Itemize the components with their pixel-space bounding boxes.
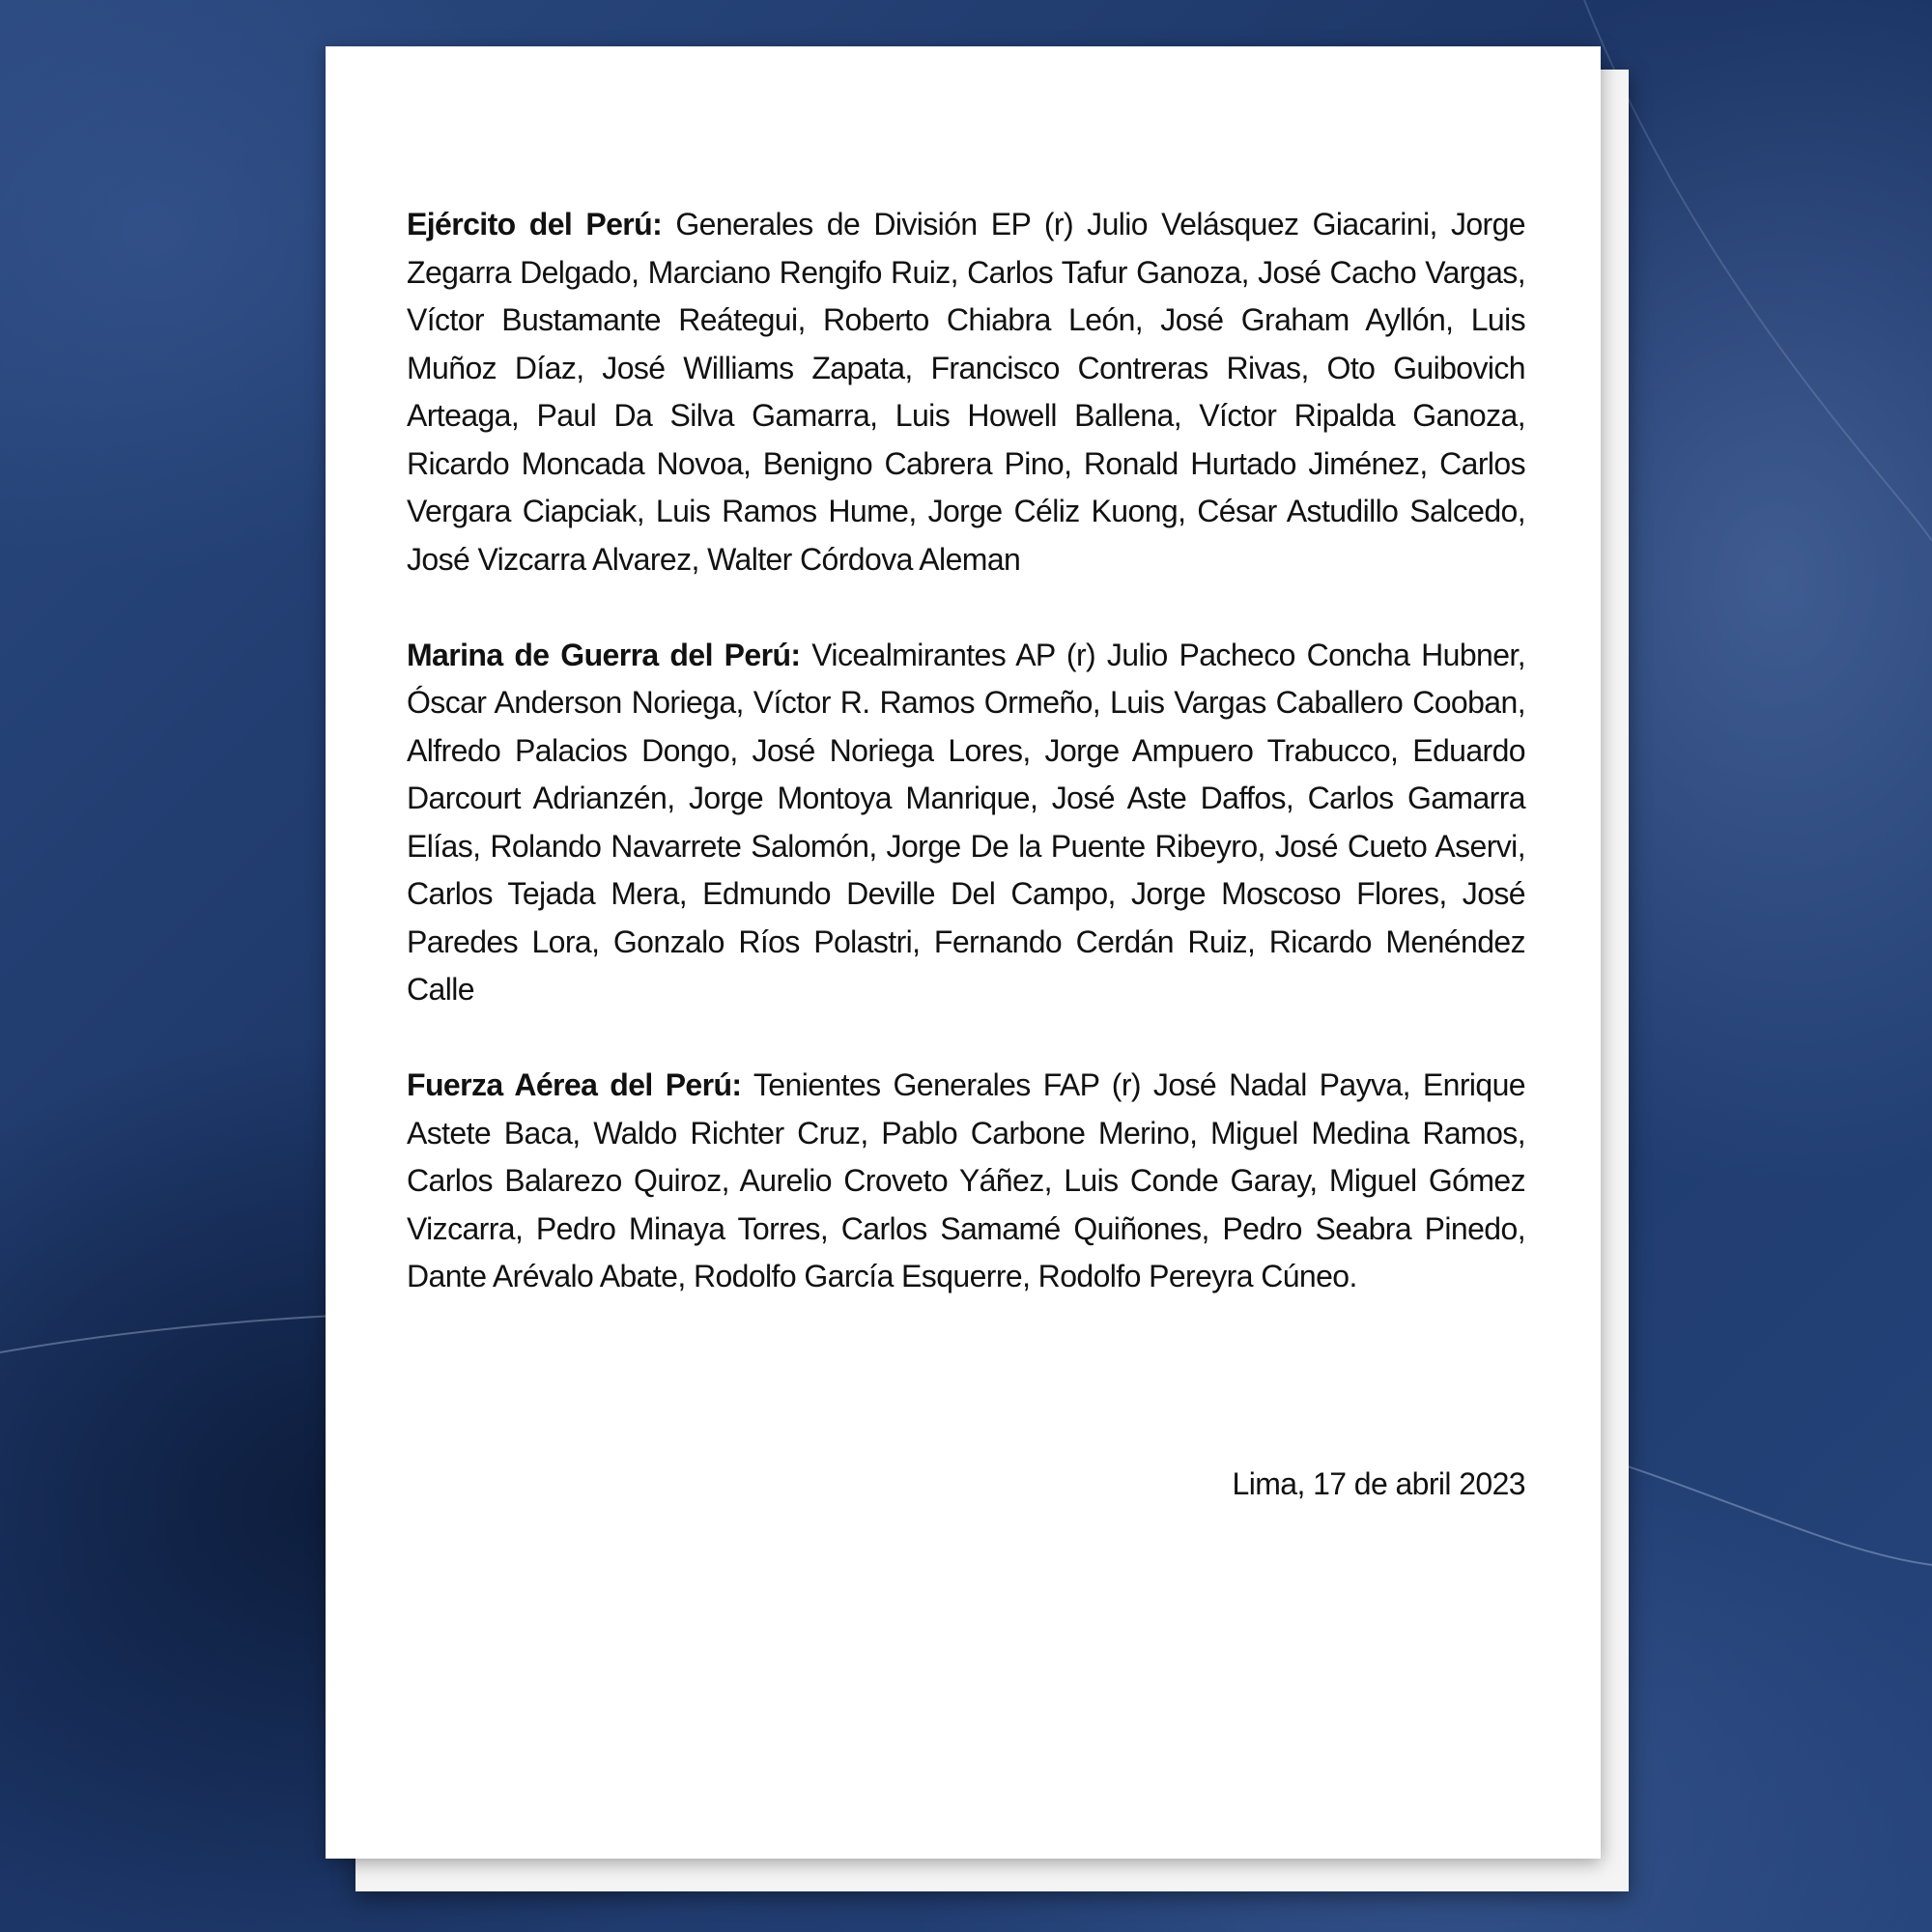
section-marina: [407, 632, 1525, 1014]
document-body: [407, 201, 1525, 1349]
document-date: Lima, 17 de abril 2023: [1232, 1466, 1525, 1501]
section-text: Tenientes Generales FAP (r) José Nadal Payva, Enrique Astete Baca, Waldo Richter Cruz, Pablo Carbone Merino, Miguel Medina Ramos, Carlos Balarezo Quiroz, Aurelio Croveto Yáñez, Luis Conde Garay, Miguel Gómez Vizcarra, Pedro Minaya Torres, Carlos Samamé Quiñones, Pedro Seabra Pinedo, Dante Arévalo Abate, Rodolfo García Esquerre, Rodolfo Pereyra Cúneo.: [407, 1067, 1525, 1293]
section-text: Generales de División EP (r) Julio Velásquez Giacarini, Jorge Zegarra Delgado, Marciano Rengifo Ruiz, Carlos Tafur Ganoza, José Cacho Vargas, Víctor Bustamante Reátegui, Roberto Chiabra León, José Graham Ayllón, Luis Muñoz Díaz, José Williams Zapata, Francisco Contreras Rivas, Oto Guibovich Arteaga, Paul Da Silva Gamarra, Luis Howell Ballena, Víctor Ripalda Ganoza, Ricardo Moncada Novoa, Benigno Cabrera Pino, Ronald Hurtado Jiménez, Carlos Vergara Ciapciak, Luis Ramos Hume, Jorge Céliz Kuong, César Astudillo Salcedo, José Vizcarra Alvarez, Walter Córdova Aleman: [407, 207, 1525, 577]
section-label: Fuerza Aérea del Perú:: [407, 1067, 742, 1102]
section-fuerza-aerea: [407, 1062, 1525, 1301]
section-ejercito: [407, 201, 1525, 583]
section-label: Marina de Guerra del Perú:: [407, 637, 801, 672]
document-page: [326, 46, 1601, 1859]
section-label: Ejército del Perú:: [407, 207, 663, 242]
section-text: Vicealmirantes AP (r) Julio Pacheco Concha Hubner, Óscar Anderson Noriega, Víctor R. Ramos Ormeño, Luis Vargas Caballero Cooban, Alfredo Palacios Dongo, José Noriega Lores, Jorge Ampuero Trabucco, Eduardo Darcourt Adrianzén, Jorge Montoya Manrique, José Aste Daffos, Carlos Gamarra Elías, Rolando Navarrete Salomón, Jorge De la Puente Ribeyro, José Cueto Aservi, Carlos Tejada Mera, Edmundo Deville Del Campo, Jorge Moscoso Flores, José Paredes Lora, Gonzalo Ríos Polastri, Fernando Cerdán Ruiz, Ricardo Menéndez Calle: [407, 637, 1525, 1007]
